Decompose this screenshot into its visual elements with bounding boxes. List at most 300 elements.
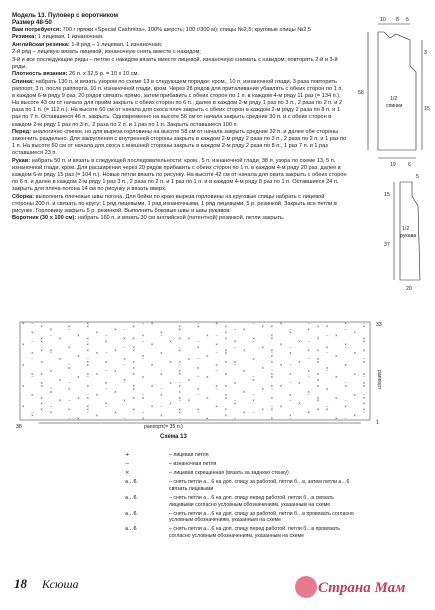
chart-stitch-symbol: ×	[224, 395, 228, 400]
chart-row-top: 33	[376, 322, 382, 328]
chart-stitch-symbol: ×	[187, 357, 191, 362]
instruction-paragraph	[12, 42, 347, 49]
chart-stitch-symbol: −	[49, 386, 53, 391]
chart-stitch-symbol: ×	[270, 416, 274, 421]
legend-text: – снять петли а…6 на доп. спицу за работой, петли б…в провязать согласно условным обозначениям, указанным на схеме	[169, 510, 354, 524]
chart-stitch-symbol: −	[49, 333, 53, 338]
chart-stitch-symbol: −	[344, 380, 347, 385]
chart-stitch-symbol: ×	[288, 372, 292, 377]
chart-stitch-symbol: ×	[160, 372, 163, 377]
chart-stitch-symbol: ×	[132, 366, 136, 371]
chart-stitch-symbol: ×	[224, 383, 228, 388]
chart-stitch-symbol: −	[123, 327, 126, 332]
chart-stitch-symbol: ×	[196, 366, 200, 371]
chart-stitch-symbol: ×	[224, 413, 228, 418]
chart-stitch-symbol: −	[270, 351, 274, 356]
chart-stitch-symbol: ×	[270, 336, 274, 341]
chart-stitch-symbol: ×	[77, 416, 80, 421]
sleeve-len-dim: 37	[384, 242, 390, 248]
chart-stitch-symbol: ×	[353, 413, 357, 418]
legend-symbol: a…6	[125, 479, 137, 486]
chart-stitch-symbol: −	[104, 404, 108, 409]
chart-stitch-symbol: ×	[21, 363, 25, 368]
chart-stitch-symbol: −	[160, 369, 163, 374]
legend-symbol: a…6	[125, 494, 137, 501]
chart-stitch-symbol: ×	[196, 345, 200, 350]
legend-row	[125, 526, 355, 539]
chart-stitch-symbol: −	[67, 398, 71, 403]
chart-stitch-symbol: ×	[104, 360, 108, 365]
chart-stitch-symbol: −	[362, 410, 366, 415]
chart-stitch-symbol: −	[288, 416, 292, 421]
chart-stitch-symbol: ×	[58, 336, 62, 341]
instruction-text: выполнить плечевые швы погона. Для бейки по краю выреза горловины на круговые спицы набрать с лицевой стороны 200 п. и связать по кругу: 1 ряд лицевыми, 1 ряд изнаночными, 1 ряд лицевыми, 5 р. резинкой. Закрыть все петли в рисунке. Горловину закрыть 5 р. резинкой. Выполнить боковые швы и швы рукавов.	[12, 193, 337, 214]
chart-stitch-symbol: ×	[270, 333, 274, 338]
instruction-label: Сборка:	[12, 193, 35, 200]
instruction-paragraph	[12, 49, 347, 56]
legend-text: – изнаночная петля	[169, 461, 217, 468]
chart-stitch-symbol: ×	[344, 363, 347, 368]
chart-stitch-symbol: −	[178, 416, 182, 421]
chart-stitch-symbol: ×	[21, 342, 25, 347]
chart-stitch-symbol: −	[307, 339, 311, 344]
chart-stitch-symbol: −	[288, 363, 292, 368]
legend-row	[125, 479, 355, 492]
chart-stitch-symbol: −	[362, 321, 366, 326]
chart-stitch-symbol: ×	[40, 336, 43, 341]
chart-stitch-symbol: ×	[316, 348, 320, 353]
chart-stitch-symbol: ×	[67, 366, 71, 371]
instruction-label: Вам потребуется:	[12, 26, 62, 33]
chart-stitch-symbol: −	[288, 345, 292, 350]
chart-stitch-symbol: ×	[178, 369, 182, 374]
chart-stitch-symbol: ×	[242, 389, 246, 394]
chart-stitch-symbol: −	[31, 410, 34, 415]
chart-stitch-symbol: ×	[178, 372, 182, 377]
chart-stitch-symbol: ×	[316, 360, 320, 365]
chart-stitch-symbol: ×	[362, 407, 366, 412]
chart-stitch-symbol: ×	[141, 416, 145, 421]
chart-stitch-symbol: −	[307, 321, 311, 326]
chart-stitch-symbol: ×	[141, 333, 145, 338]
chart-stitch-symbol: −	[215, 369, 218, 374]
chart-stitch-symbol: −	[104, 369, 108, 374]
instruction-label: Резинка:	[12, 34, 37, 41]
chart-stitch-symbol: ×	[77, 395, 80, 400]
chart-stitch-symbol: ×	[169, 380, 172, 385]
chart-stitch-symbol: −	[123, 416, 126, 421]
sleeve-upper-dim: 15	[384, 192, 390, 198]
chart-stitch-symbol: −	[252, 410, 255, 415]
chart-stitch-symbol: −	[362, 374, 366, 379]
chart-stitch-symbol: ×	[86, 360, 89, 365]
chart-stitch-symbol: −	[86, 339, 89, 344]
chart-stitch-symbol: −	[86, 357, 89, 362]
legend-text: – лицевая скрещенная (вязать за заднюю стенку)	[169, 470, 289, 477]
chart-stitch-symbol: −	[196, 339, 200, 344]
chart-stitch-symbol: ×	[224, 336, 228, 341]
sleeve-label: 1/2	[402, 226, 410, 232]
chart-stitch-symbol: −	[141, 339, 145, 344]
chart-stitch-symbol: −	[31, 374, 34, 379]
instruction-label: Воротник (30 х 100 см):	[12, 215, 77, 222]
chart-stitch-symbol: ×	[362, 348, 366, 353]
chart-stitch-symbol: −	[325, 333, 329, 338]
chart-stitch-symbol: ×	[150, 342, 154, 347]
chart-stitch-symbol: ×	[316, 395, 320, 400]
legend-symbol: −	[125, 461, 130, 468]
chart-stitch-symbol: ×	[335, 354, 338, 359]
sleeve-label-2: рукава	[400, 233, 417, 239]
chart-stitch-symbol: −	[123, 380, 126, 385]
chart-stitch-symbol: ×	[215, 321, 218, 326]
chart-stitch-symbol: ×	[86, 407, 89, 412]
chart-stitch-symbol: ×	[196, 407, 200, 412]
chart-stitch-symbol: ×	[123, 398, 126, 403]
chart-stitch-symbol: ×	[40, 348, 43, 353]
chart-stitch-symbol: ×	[206, 374, 209, 379]
chart-stitch-symbol: ×	[325, 324, 329, 329]
model-title: Модель 13. Пуловер с воротником	[12, 12, 119, 19]
chart-stitch-symbol: −	[233, 363, 237, 368]
chart-stitch-symbol: ×	[242, 410, 246, 415]
legend-row	[125, 511, 355, 524]
chart-stitch-symbol: ×	[344, 321, 347, 326]
chart-stitch-symbol: −	[252, 374, 255, 379]
chart-stitch-symbol: ×	[160, 351, 163, 356]
chart-stitch-symbol: ×	[95, 330, 99, 335]
back-schematic	[368, 24, 422, 158]
chart-stitch-symbol: ×	[206, 354, 209, 359]
chart-stitch-symbol: ×	[325, 345, 329, 350]
chart-stitch-symbol: ×	[40, 383, 43, 388]
chart-stitch-symbol: ×	[40, 360, 43, 365]
chart-stitch-symbol: ×	[298, 360, 301, 365]
chart-stitch-symbol: ×	[224, 407, 228, 412]
chart-stitch-symbol: ×	[104, 380, 108, 385]
chart-stitch-symbol: −	[67, 327, 71, 332]
chart-stitch-symbol: ×	[215, 342, 218, 347]
chart-stitch-symbol: ×	[150, 404, 154, 409]
chart-stitch-symbol: ×	[113, 389, 117, 394]
chart-stitch-symbol: −	[123, 363, 126, 368]
chart-stitch-symbol: −	[104, 386, 108, 391]
chart-stitch-symbol: −	[233, 416, 237, 421]
chart-stitch-symbol: ×	[86, 321, 89, 326]
chart-stitch-symbol: ×	[178, 348, 182, 353]
chart-stitch-symbol: ×	[132, 383, 136, 388]
chart-stitch-symbol: ×	[206, 333, 209, 338]
chart-stitch-symbol: −	[196, 357, 200, 362]
back-label-2: спинки	[386, 103, 403, 109]
chart-stitch-symbol: ×	[31, 392, 34, 397]
chart-stitch-symbol: −	[178, 398, 182, 403]
chart-stitch-symbol: −	[196, 321, 200, 326]
chart-stitch-symbol: ×	[362, 372, 366, 377]
chart-stitch-symbol: ×	[77, 374, 80, 379]
chart-stitch-symbol: ×	[362, 380, 366, 385]
chart-stitch-symbol: ×	[215, 404, 218, 409]
top-dim-2: 8	[396, 17, 399, 23]
chart-stitch-symbol: ×	[132, 386, 136, 391]
chart-stitch-symbol: ×	[316, 407, 320, 412]
instruction-paragraph	[12, 79, 347, 129]
chart-stitch-symbol: ×	[40, 372, 43, 377]
chart-stitch-symbol: −	[31, 339, 34, 344]
chart-stitch-symbol: ×	[187, 398, 191, 403]
chart-stitch-symbol: ×	[353, 392, 357, 397]
legend-text: – снять петли а…6 на доп. спицу за работой, петли б…в, затем петли а…6 связать лицевыми	[169, 479, 350, 492]
chart-stitch-symbol: ×	[288, 392, 292, 397]
chart-stitch-symbol: −	[252, 392, 255, 397]
chart-stitch-symbol: ×	[123, 336, 126, 341]
back-label: 1/2	[390, 96, 398, 102]
instruction-label: Перед:	[12, 129, 32, 136]
instruction-text: аналогично спинке, но для выреза горловины на высоте 58 см от начала закрыть средние 32 п. и далее обе стороны закончить раздельно. Для закругления с внутренней стороны закрыть в каждом 2-м ряду 2 раза по 3 п., 2 раза по 2 п. и 1 раз по 1 п. На высоте 60 см от начала для скоса с внешней стороны закрыть в каждом 2-м ряду 2 раза по 8 п., 1 раз 7 п. и 1 раз оставшиеся 23 п.	[12, 129, 347, 157]
chart-stitch-symbol: ×	[353, 372, 357, 377]
chart-stitch-symbol: −	[233, 327, 237, 332]
chart-stitch-symbol: ×	[67, 386, 71, 391]
legend-text: – снять петли а…6 на доп. спицу перед работой, петли б…в провязать согласно условным обозначениям, указанным на схеме	[169, 526, 340, 539]
chart-stitch-symbol: −	[104, 333, 108, 338]
chart-stitch-symbol: −	[67, 416, 71, 421]
chart-stitch-symbol: ×	[307, 327, 311, 332]
instruction-text: 26 п. х 32,5 р. = 10 х 10 см.	[69, 71, 139, 78]
legend-row	[125, 461, 355, 468]
chart-stitch-symbol: ×	[40, 407, 43, 412]
instruction-sections	[12, 27, 347, 222]
chart-stitch-symbol: ×	[196, 386, 200, 391]
chart-stitch-symbol: ×	[353, 330, 357, 335]
chart-stitch-symbol: ×	[316, 372, 320, 377]
chart-stitch-symbol: ×	[279, 383, 283, 388]
chart-caption: Схема 13	[160, 434, 187, 440]
chart-stitch-symbol: ×	[362, 395, 366, 400]
instruction-paragraph	[12, 71, 347, 78]
chart-stitch-symbol: ×	[215, 363, 218, 368]
chart-stitch-symbol: ×	[178, 336, 182, 341]
chart-stitch-symbol: ×	[233, 339, 237, 344]
chart-grid	[20, 322, 370, 423]
chart-stitch-symbol: ×	[49, 410, 53, 415]
chart-stitch-symbol: ×	[21, 404, 25, 409]
chart-stitch-symbol: ×	[298, 401, 301, 406]
chart-stitch-symbol: ×	[160, 392, 163, 397]
chart-stitch-symbol: ×	[362, 336, 366, 341]
chart-stitch-symbol: ×	[224, 348, 228, 353]
watermark-logo-icon	[295, 576, 317, 598]
chart-stitch-symbol: ×	[242, 327, 246, 332]
chart-stitch-symbol: −	[86, 374, 89, 379]
chart-stitch-symbol: ×	[196, 324, 200, 329]
chart-stitch-symbol: ×	[86, 348, 89, 353]
chart-stitch-symbol: ×	[132, 336, 136, 341]
legend-symbol: a…6	[125, 526, 137, 533]
sleeve-bottom-dim: 20	[406, 286, 412, 292]
chart-stitch-symbol: ×	[224, 372, 228, 377]
chart-stitch-symbol: ×	[67, 345, 71, 350]
legend-text: – лицевая петля	[169, 452, 209, 458]
chart-stitch-symbol: ×	[113, 327, 117, 332]
chart-stitch-symbol: ×	[169, 401, 172, 406]
chart-stitch-symbol: ×	[132, 372, 136, 377]
chart-stitch-symbol: ×	[86, 395, 89, 400]
chart-stitch-symbol: ×	[178, 410, 182, 415]
chart-stitch-symbol: ×	[67, 407, 71, 412]
chart-stitch-symbol: ×	[307, 348, 311, 353]
chart-stitch-symbol: −	[252, 321, 255, 326]
chart-stitch-symbol: ×	[224, 392, 228, 397]
chart-stitch-symbol: ×	[86, 372, 89, 377]
chart-stitch-symbol: ×	[31, 330, 34, 335]
chart-stitch-symbol: ×	[150, 363, 154, 368]
chart-stitch-symbol: ×	[178, 360, 182, 365]
chart-stitch-symbol: −	[196, 392, 200, 397]
chart-side-label: раппорт	[376, 370, 382, 390]
chart-stitch-symbol: −	[288, 398, 292, 403]
instruction-paragraph	[12, 27, 347, 34]
chart-stitch-symbol: ×	[40, 395, 43, 400]
chart-stitch-symbol: ×	[178, 407, 182, 412]
instruction-text: 1-й ряд – 1 лицевая, 1 изнаночная;	[71, 41, 163, 48]
size-line: Размер 48-50	[12, 19, 52, 27]
chart-stitch-symbol: ×	[206, 395, 209, 400]
instruction-text: набрать 130 п. и вязать узором по схеме 13 в следующем порядке: кром., 10 п. изнаночной глади, 3 раза повторить раппорт, 3 п. после раппорта, 10 п. изнаночной глади, кром. Через 28 рядов для приталивания убавлять с обеих сторон по 1 п. в каждом 6-м ряду 9 раз. 20 рядов связать прямо, затем прибавить с обеих сторон по 1 п. в каждом 4-м ряду 11 раз (= 134 п.). На высоте 43 см от начала для пройм закрыть с обеих сторон по 6 п., далее в каждом 2-м ряду 1 раз по 3 п., 2 раза по 2 п. и 2 раза по 1 п. (= 112 п.). На высоте 60 см от начала для скоса плеч закрыть с обеих сторон в каждом 2-м ряду 2 раза по 8 п. и 1 раз по 7 п. Оставшиеся 46 п. закрыть. Одновременно на высоте 56 см от начала закрыть средние 30 п. и с обеих сторон в каждом 2-м ряду 1 раз по 3 п., 2 раза по 2 п. и 1 раз по 1 п. Закрыть оставшиеся 100 п.	[12, 78, 343, 128]
chart-stitch-symbol: ×	[316, 377, 320, 382]
chart-stitch-symbol: −	[270, 386, 274, 391]
chart-stitch-symbol: ×	[242, 348, 246, 353]
chart-stitch-symbol: ×	[344, 404, 347, 409]
pattern-instructions	[12, 12, 347, 223]
chart-stitch-symbol: ×	[95, 351, 99, 356]
chart-stitch-symbol: ×	[288, 330, 292, 335]
back-height-dim: 58	[358, 90, 364, 96]
chart-stitch-symbol: ×	[160, 330, 163, 335]
chart-stitch-symbol: ×	[132, 345, 136, 350]
chart-stitch-symbol: −	[86, 410, 89, 415]
back-bottom-dim-2: 6	[408, 162, 411, 168]
chart-stitch-symbol: ×	[49, 369, 53, 374]
chart-stitch-symbol: ×	[362, 324, 366, 329]
chart-stitch-symbol: ×	[67, 324, 71, 329]
chart-stitch-symbol: −	[233, 345, 237, 350]
instruction-text: 2-й ряд – лицевую вязать лицевой, изнаночную снять вместе с накидом;	[12, 49, 201, 56]
chart-stitch-symbol: ×	[113, 410, 117, 415]
instruction-text: 700 г пряжи «Special Cashmira», 100% шерсть; 100 г/300 м); спицы №2,5; круговые спицы №2,5	[62, 26, 312, 33]
instruction-paragraph	[12, 129, 347, 157]
chart-stitch-symbol: ×	[150, 321, 154, 326]
chart-stitch-symbol: ×	[261, 345, 264, 350]
back-bottom-dim-1: 19	[390, 162, 396, 168]
chart-stitch-symbol: −	[307, 392, 311, 397]
chart-stitch-symbol: ×	[178, 383, 182, 388]
chart-stitch-symbol: ×	[242, 369, 246, 374]
chart-stitch-symbol: ×	[335, 333, 338, 338]
chart-stitch-symbol: ×	[224, 330, 228, 335]
chart-stitch-symbol: ×	[132, 360, 136, 365]
chart-stitch-symbol: −	[31, 357, 34, 362]
chart-stitch-symbol: ×	[141, 354, 145, 359]
chart-stitch-symbol: ×	[353, 351, 357, 356]
chart-stitch-symbol: −	[123, 345, 126, 350]
chart-stitch-symbol: ×	[325, 407, 329, 412]
chart-stitch-symbol: ×	[224, 324, 228, 329]
chart-stitch-symbol: −	[49, 351, 53, 356]
chart-stitch-symbol: ×	[270, 354, 274, 359]
instruction-label: Рукав:	[12, 157, 31, 164]
chart-stitch-symbol: ×	[86, 324, 89, 329]
chart-stitch-symbol: ×	[21, 321, 25, 326]
instruction-paragraph	[12, 158, 347, 193]
instruction-paragraph	[12, 57, 347, 71]
instruction-text: 1 лицевая, 1 изнаночная.	[37, 34, 104, 41]
chart-stitch-symbol: ×	[123, 377, 126, 382]
chart-stitch-symbol: ×	[252, 377, 255, 382]
chart-stitch-symbol: −	[178, 380, 182, 385]
chart-stitch-symbol: ×	[335, 416, 338, 421]
chart-stitch-symbol: ×	[316, 357, 320, 362]
chart-stitch-symbol: ×	[279, 363, 283, 368]
chart-stitch-symbol: ×	[335, 395, 338, 400]
chart-stitch-symbol: −	[178, 345, 182, 350]
chart-stitch-symbol: ×	[150, 383, 154, 388]
chart-stitch-symbol: ×	[77, 354, 80, 359]
chart-stitch-symbol: ×	[49, 327, 53, 332]
magazine-name: Ксюша	[42, 577, 79, 591]
chart-stitch-symbol: ×	[113, 348, 117, 353]
chart-stitch-symbol: ×	[362, 383, 366, 388]
chart-stitch-symbol: ×	[307, 410, 311, 415]
page-number: 18	[14, 576, 27, 591]
legend-text: – снять петли а…6 на доп. спицу перед работой, петли б…в связать лицевыми согласно условным обозначениям, указанным на схеме	[169, 494, 334, 508]
knitting-chart	[14, 320, 384, 430]
chart-stitch-symbol: ×	[316, 383, 320, 388]
chart-stitch-symbol: −	[325, 369, 329, 374]
chart-stitch-symbol: ×	[104, 339, 108, 344]
chart-stitch-symbol: −	[160, 333, 163, 338]
chart-stitch-symbol: −	[270, 404, 274, 409]
instruction-label: Плотность вязания:	[12, 71, 68, 78]
chart-stitch-symbol: ×	[298, 339, 301, 344]
chart-stitch-symbol: ×	[261, 407, 264, 412]
chart-stitch-symbol: ×	[86, 363, 89, 368]
legend-row	[125, 470, 355, 477]
chart-legend	[125, 452, 355, 542]
legend-symbol: a…6	[125, 510, 137, 517]
chart-stitch-symbol: ×	[325, 386, 329, 391]
chart-stitch-symbol: ×	[113, 369, 117, 374]
chart-stitch-symbol: −	[215, 351, 218, 356]
chart-stitch-symbol: ×	[270, 407, 274, 412]
chart-stitch-symbol: ×	[86, 336, 89, 341]
chart-stitch-symbol: ×	[270, 374, 274, 379]
chart-stitch-symbol: ×	[132, 395, 136, 400]
chart-stitch-symbol: −	[362, 392, 366, 397]
chart-stitch-symbol: −	[307, 374, 311, 379]
chart-stitch-symbol: ×	[270, 324, 274, 329]
chart-stitch-symbol: ×	[40, 401, 43, 406]
garment-schematics	[350, 10, 432, 310]
chart-row-bottom: 1	[376, 420, 379, 426]
chart-stitch-symbol: ×	[270, 383, 274, 388]
chart-stitch-symbol: −	[344, 345, 347, 350]
chart-stitch-symbol: ×	[279, 342, 283, 347]
chart-stitch-symbol: ×	[95, 372, 99, 377]
chart-stitch-symbol: ×	[316, 324, 320, 329]
chart-stitch-symbol: ×	[307, 389, 311, 394]
chart-stitch-symbol: ×	[344, 383, 347, 388]
chart-stitch-symbol: ×	[31, 413, 34, 418]
